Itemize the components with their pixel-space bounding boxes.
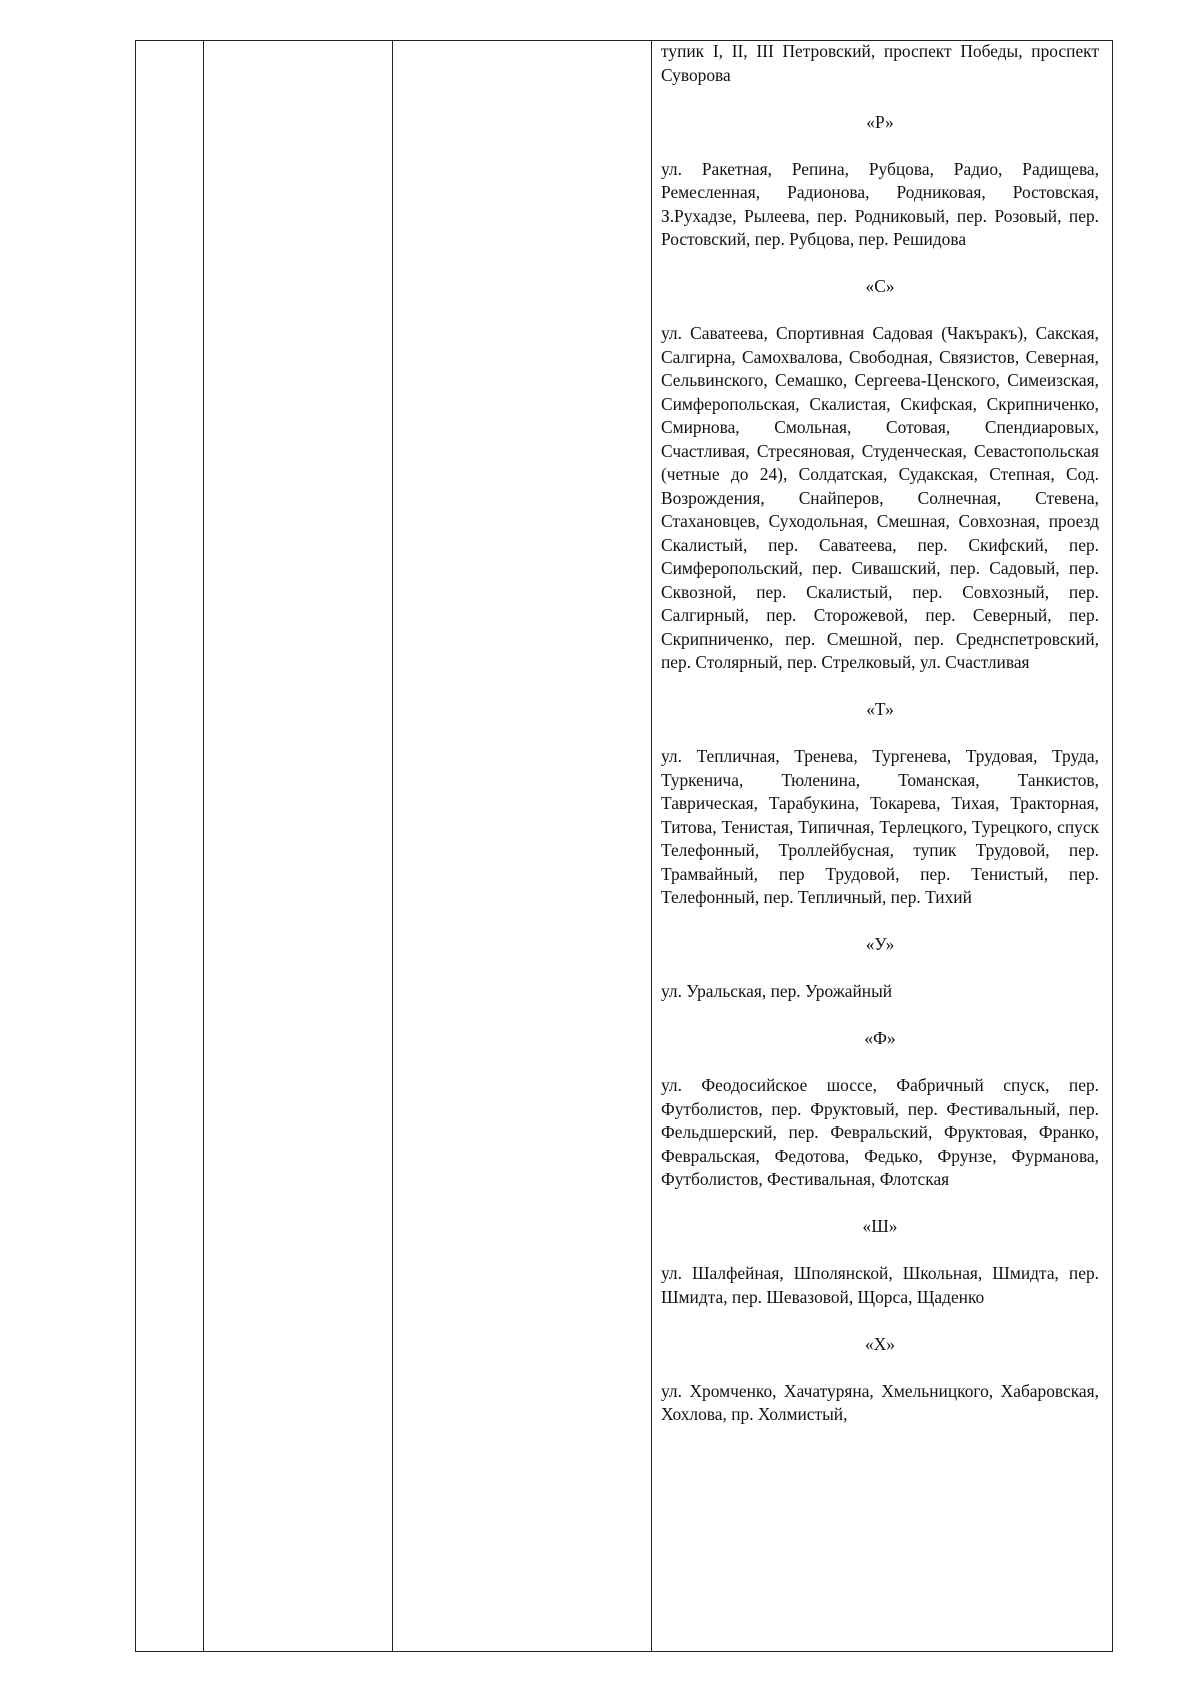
section-letter-u: «У» xyxy=(865,934,895,954)
section-letter-f: «Ф» xyxy=(864,1028,896,1048)
column-divider-2 xyxy=(392,41,393,1651)
streets-cell xyxy=(661,40,1099,1427)
intro-text: тупик I, II, III Петровский, проспект Победы, проспект Суворова xyxy=(661,41,1099,85)
section-text-s: ул. Саватеева, Спортивная Садовая (Чакъракъ), Сакская, Салгирна, Самохвалова, Свободная, Связистов, Северная, Сельвинского, Семашко, Сергеева-Ценского, Симеизская, Симферопольская, Скалистая, Скифская, Скрипниченко, Смирнова, Смольная, Сотовая, Спендиаровых, Счастливая, Стресяновая, Студенческая, Севастопольская (четные до 24), Солдатская, Судакская, Степная, Сод. Возрождения, Снайперов, Солнечная, Стевена, Стахановцев, Суходольная, Смешная, Совхозная, проезд Скалистый, пер. Саватеева, пер. Скифский, пер. Симферопольский, пер. Сивашский, пер. Садовый, пер. Сквозной, пер. Скалистый, пер. Совхозный, пер. Салгирный, пер. Сторожевой, пер. Северный, пер. Скрипниченко, пер. Смешной, пер. Среднспетровский, пер. Столярный, пер. Стрелковый, ул. Счастливая xyxy=(661,323,1099,672)
section-text-t: ул. Тепличная, Тренева, Тургенева, Трудовая, Труда, Туркенича, Тюленина, Томанская, Танкистов, Таврическая, Тарабукина, Токарева, Тихая, Тракторная, Титова, Тенистая, Типичная, Терлецкого, Турецкого, спуск Телефонный, Троллейбусная, тупик Трудовой, пер. Трамвайный, пер Трудовой, пер. Тенистый, пер. Телефонный, пер. Тепличный, пер. Тихий xyxy=(661,746,1099,907)
section-text-sh: ул. Шалфейная, Шполянской, Школьная, Шмидта, пер. Шмидта, пер. Шевазовой, Щорса, Щаденко xyxy=(661,1263,1099,1307)
column-divider-1 xyxy=(203,41,204,1651)
section-text-r: ул. Ракетная, Репина, Рубцова, Радио, Радищева, Ремесленная, Радионова, Родниковая, Ростовская, З.Рухадзе, Рылеева, пер. Родниковый, пер. Розовый, пер. Ростовский, пер. Рубцова, пер. Решидова xyxy=(661,158,1099,249)
section-text-u: ул. Уральская, пер. Урожайный xyxy=(661,981,893,1001)
section-text-kh: ул. Хромченко, Хачатуряна, Хмельницкого, Хабаровская, Хохлова, пр. Холмистый, xyxy=(661,1380,1099,1424)
column-divider-3 xyxy=(651,41,652,1651)
section-letter-kh: «Х» xyxy=(865,1333,895,1354)
section-letter-r: «Р» xyxy=(866,111,894,132)
section-letter-t: «Т» xyxy=(866,699,894,719)
section-text-f: ул. Феодосийское шоссе, Фабричный спуск, пер. Футболистов, пер. Фруктовый, пер. Фестивальный, пер. Фельдшерский, пер. Февральский, Фруктовая, Франко, Февральская, Федотова, Федько, Фрунзе, Фурманова, Футболистов, Фестивальная, Флотская xyxy=(661,1075,1099,1189)
section-letter-s: «С» xyxy=(865,276,895,296)
section-letter-sh: «Ш» xyxy=(862,1216,898,1236)
